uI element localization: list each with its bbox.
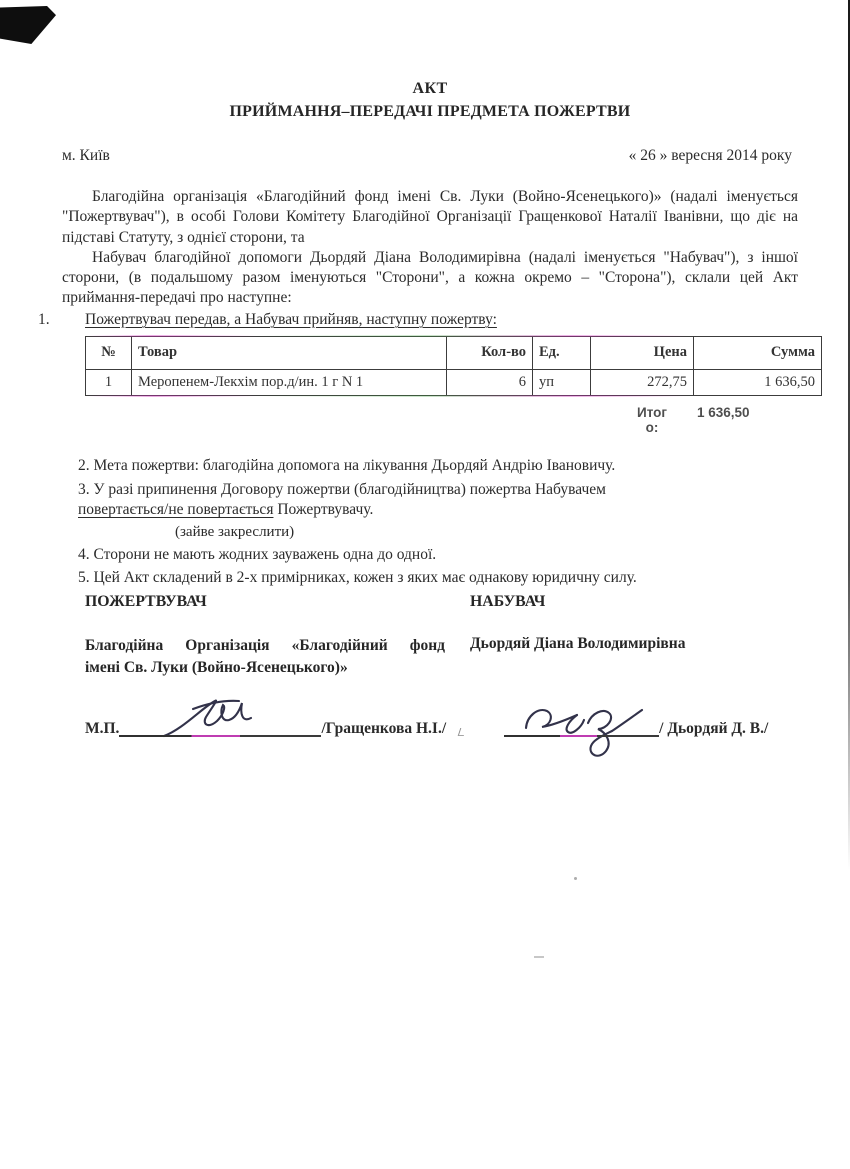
donor-signature xyxy=(159,694,271,742)
total-label: Итого: xyxy=(636,404,667,436)
total-value: 1 636,50 xyxy=(697,404,750,420)
paragraph-recipient: Набувач благодійної допомоги Дьордяй Діана Володимирівна (надалі іменується "Набувач"), з іншої сторони, (в подальшому разом іменуються "Сторони", а кожна окремо – "Сторона"), склали цей Акт приймання-передачі про наступне: xyxy=(62,248,798,307)
city-date-row xyxy=(62,147,798,165)
clause-2: 2. Мета пожертви: благодійна допомога на лікування Дьордяй Андрію Івановичу. xyxy=(78,456,616,474)
cell-sum: 1 636,50 xyxy=(694,369,822,395)
cell-number: 1 xyxy=(86,369,132,395)
clause-1-number: 1. xyxy=(38,310,50,328)
header-cell-sum: Сумма xyxy=(694,336,822,369)
clause-3-line1: 3. У разі припинення Договору пожертви (благодійництва) пожертва Набувачем xyxy=(78,480,606,498)
document-subtitle: ПРИЙМАННЯ–ПЕРЕДАЧІ ПРЕДМЕТА ПОЖЕРТВИ xyxy=(229,103,631,120)
donation-table-wrap xyxy=(85,336,815,396)
party-name-donor xyxy=(85,635,445,680)
cell-unit: уп xyxy=(533,369,591,395)
header-cell-price: Цена xyxy=(591,336,694,369)
party-name-donor-line1: Благодійна Організація «Благодійний фонд xyxy=(85,637,445,654)
city-label: м. Київ xyxy=(62,147,110,164)
signature-caption-recipient: / Дьордяй Д. В./ xyxy=(659,719,769,737)
header-cell-unit: Ед. xyxy=(533,336,591,369)
clause-1 xyxy=(38,310,798,330)
document-title: АКТ xyxy=(412,80,448,97)
clause-1-text: Пожертвувач передав, а Набувач прийняв, наступну пожертву: xyxy=(85,310,497,328)
party-heading-donor: ПОЖЕРТВУВАЧ xyxy=(85,593,207,610)
party-names-row xyxy=(85,635,798,680)
donation-table xyxy=(85,336,822,396)
clause-5: 5. Цей Акт складений в 2-х примірниках, кожен з яких має однакову юридичну силу. xyxy=(78,569,637,587)
header-cell-number: № xyxy=(86,336,132,369)
stamp-label: М.П. xyxy=(85,719,120,737)
cell-goods: Меропенем-Лекхім пор.д/ин. 1 г N 1 xyxy=(132,369,447,395)
clause-3-line2 xyxy=(78,500,798,521)
clauses-list xyxy=(62,456,798,589)
cross-out-note: (зайве закреслити) xyxy=(175,523,295,540)
clause-3-tail: Пожертвувачу. xyxy=(273,501,374,519)
cell-quantity: 6 xyxy=(447,369,533,395)
party-name-donor-line2: імені Св. Луки (Войно-Ясенецького)» xyxy=(85,659,348,677)
table-row xyxy=(86,369,822,395)
party-headings-row xyxy=(85,593,798,611)
signature-caption-donor: /Гращенкова Н.І./ xyxy=(321,719,447,737)
signature-line-donor xyxy=(119,718,321,738)
date-label: « 26 » вересня 2014 року xyxy=(628,147,792,164)
header-cell-quantity: Кол-во xyxy=(447,336,533,369)
party-heading-recipient: НАБУВАЧ xyxy=(470,593,546,610)
signature-line-recipient xyxy=(504,718,659,738)
table-header-row xyxy=(86,336,822,369)
total-row xyxy=(62,405,798,436)
paragraph-donor: Благодійна організація «Благодійний фонд імені Св. Луки (Войно-Ясенецького)» (надалі іменується "Пожертвувач"), в особі Голови Комітету Благодійної Організації Гращенкової Наталії Іванівни, що діє на підставі Статуту, з однієї сторони, та xyxy=(62,188,798,246)
signature-row xyxy=(85,718,798,738)
recipient-signature xyxy=(518,698,650,762)
clause-3 xyxy=(78,480,798,521)
clause-4: 4. Сторони не мають жодних зауважень одна до одної. xyxy=(78,545,437,563)
header-cell-goods: Товар xyxy=(132,336,447,369)
party-name-recipient: Дьордяй Діана Володимирівна xyxy=(470,635,686,652)
clause-3-underlined-choice: повертається/не повертається xyxy=(78,501,274,519)
cell-price: 272,75 xyxy=(591,369,694,395)
